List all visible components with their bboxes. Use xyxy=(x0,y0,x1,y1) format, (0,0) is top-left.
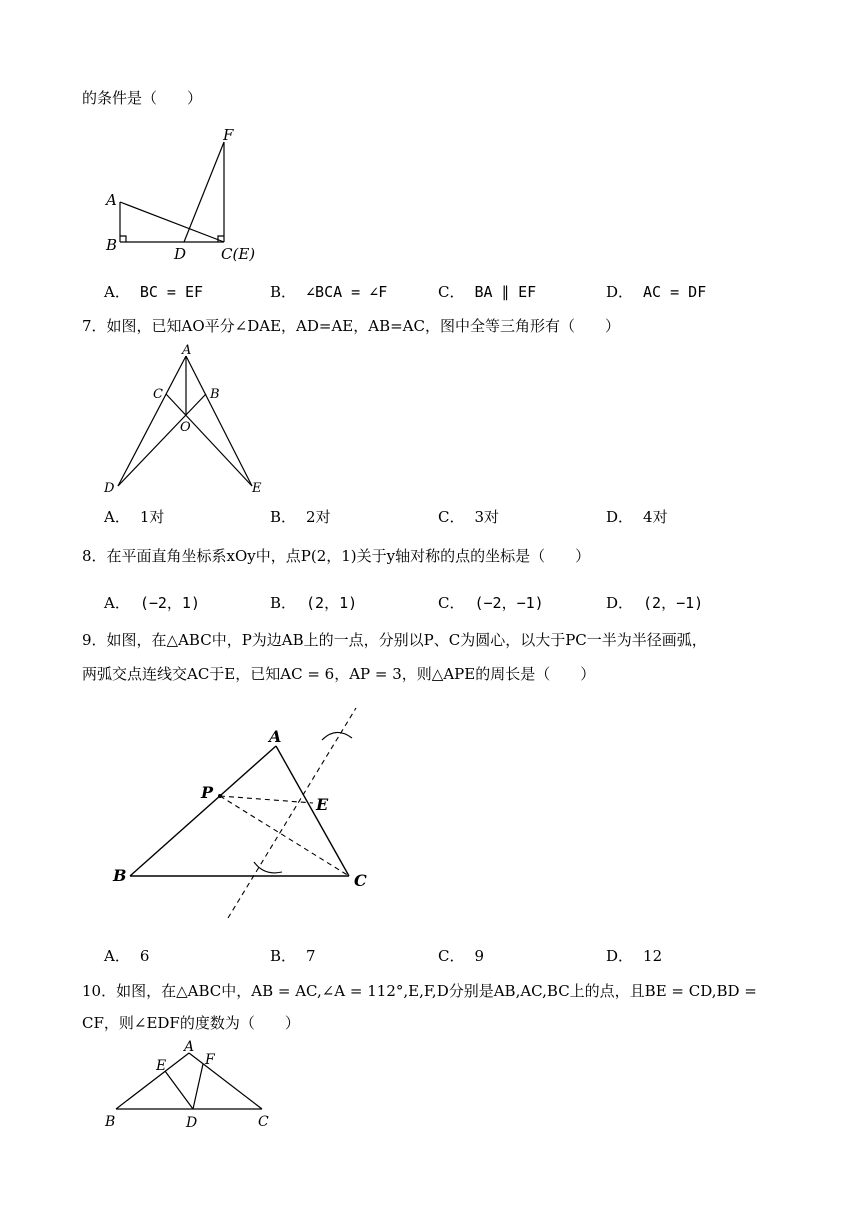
q10-question-line2: CF，则∠EDF的度数为（ ） xyxy=(82,1014,300,1032)
q6-option-b[interactable]: B． ∠BCA = ∠F xyxy=(270,283,388,301)
q8-question-text: 8．在平面直角坐标系xOy中，点P(2，1)关于y轴对称的点的坐标是（ ） xyxy=(82,547,591,565)
q7-option-a[interactable]: A． 1对 xyxy=(104,508,165,526)
q6-option-c[interactable]: C． BA ∥ EF xyxy=(438,283,537,301)
q6-label-f: F xyxy=(223,126,234,144)
q7-label-e: E xyxy=(252,481,262,496)
q9-option-a[interactable]: A． 6 xyxy=(104,947,150,965)
q9-option-d[interactable]: D． 12 xyxy=(606,947,663,965)
q7-label-b: B xyxy=(210,387,220,402)
q9-label-e: E xyxy=(316,795,329,814)
q6-label-d: D xyxy=(174,245,187,263)
q10-question-line1: 10．如图，在△ABC中，AB = AC,∠A = 112°,E,F,D分别是AB,AC,BC上的点，且BE = CD,BD = xyxy=(82,982,757,1000)
q9-question-line1: 9．如图，在△ABC中，P为边AB上的一点，分别以P、C为圆心，以大于PC一半为半径画弧， xyxy=(82,631,707,649)
q9-option-b[interactable]: B． 7 xyxy=(270,947,316,965)
q9-label-p: P xyxy=(201,783,214,802)
q7-question-text: 7．如图，已知AO平分∠DAE，AD=AE，AB=AC，图中全等三角形有（ ） xyxy=(82,317,620,335)
q9-question-line2: 两弧交点连线交AC于E，已知AC = 6，AP = 3，则△APE的周长是（ ） xyxy=(82,665,596,683)
q8-option-d[interactable]: D． (2，−1) xyxy=(606,594,704,612)
q9-option-c[interactable]: C． 9 xyxy=(438,947,485,965)
q6-option-a[interactable]: A． BC = EF xyxy=(104,283,204,301)
q8-option-a[interactable]: A． (−2，1) xyxy=(104,594,200,612)
q10-label-a: A xyxy=(184,1039,195,1055)
q6-label-b: B xyxy=(106,236,118,254)
q7-label-a: A xyxy=(182,343,192,358)
q6-text-tail: 的条件是（ ） xyxy=(82,89,203,107)
q7-label-c: C xyxy=(153,387,163,402)
q7-label-o: O xyxy=(180,420,191,435)
q10-label-e: E xyxy=(156,1058,167,1074)
q10-label-f: F xyxy=(205,1052,215,1068)
q8-option-c[interactable]: C． (−2，−1) xyxy=(438,594,544,612)
q7-option-b[interactable]: B． 2对 xyxy=(270,508,331,526)
q10-label-b: B xyxy=(105,1114,116,1130)
q10-label-c: C xyxy=(258,1114,269,1130)
q7-option-d[interactable]: D． 4对 xyxy=(606,508,668,526)
q6-option-d[interactable]: D． AC = DF xyxy=(606,283,707,301)
q7-option-c[interactable]: C． 3对 xyxy=(438,508,500,526)
q6-label-a: A xyxy=(106,191,117,209)
q7-label-d: D xyxy=(104,481,115,496)
q9-label-a: A xyxy=(269,727,282,746)
q9-label-b: B xyxy=(113,866,127,885)
q8-option-b[interactable]: B． (2，1) xyxy=(270,594,358,612)
q10-label-d: D xyxy=(186,1115,198,1131)
q9-label-c: C xyxy=(354,871,367,890)
q6-label-ce: C(E) xyxy=(221,245,256,263)
